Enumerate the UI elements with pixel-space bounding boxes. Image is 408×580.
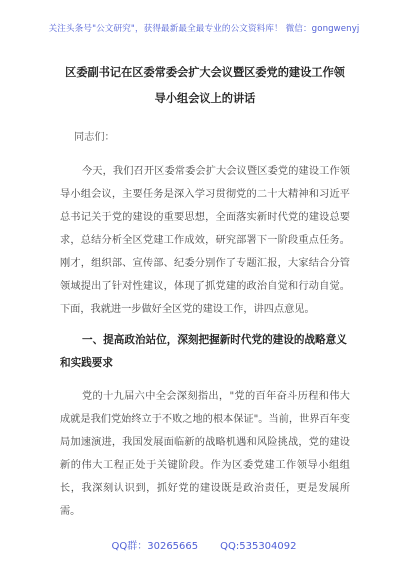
document-body — [60, 60, 350, 523]
salutation: 同志们： — [74, 132, 115, 143]
document-title-line-1: 区委副书记在区委常委会扩大会议暨区委党的建设工作领 — [65, 66, 345, 79]
qq-group-text: QQ群：30265665 — [111, 541, 199, 552]
section-1-paragraph: 党的十九届六中全会深刻指出，"党的百年奋斗历程和伟大成就是我们党始终立于不败之地的根本保证"。当前，世界百年变局加速演进，我国发展面临新的战略机遇和风险挑战，党的建设新的伟大工程正处于关键阶段。作为区委党建工作领导小组组长，我深刻认识到，抓好党的建设既是政治责任，更是发展所需。 — [60, 391, 350, 517]
bottom-contact-banner — [0, 537, 408, 552]
document-title — [60, 60, 350, 112]
intro-paragraph: 今天，我们召开区委常委会扩大会议暨区委党的建设工作领导小组会议，主要任务是深入学习贯彻党的二十大精神和习近平总书记关于党的建设的重要思想，全面落实新时代党的建设总要求，总结分析全区党建工作成效，研究部署下一阶段重点任务。刚才，组织部、宣传部、纪委分别作了专题汇报，大家结合分管领域提出了针对性建议，体现了抓党建的政治自觉和行动自觉。下面，我就进一步做好全区党的建设工作，讲四点意见。 — [60, 166, 350, 315]
qq-contact-text: QQ:535304092 — [220, 541, 297, 552]
top-promo-banner: 关注头条号"公文研究"，获得最新最全最专业的公文资料库！ 微信：gongwenyj — [48, 24, 360, 34]
section-1-heading: 一、提高政治站位，深刻把握新时代党的建设的战略意义和实践要求 — [60, 334, 347, 369]
document-title-line-2: 导小组会议上的讲话 — [154, 92, 256, 105]
